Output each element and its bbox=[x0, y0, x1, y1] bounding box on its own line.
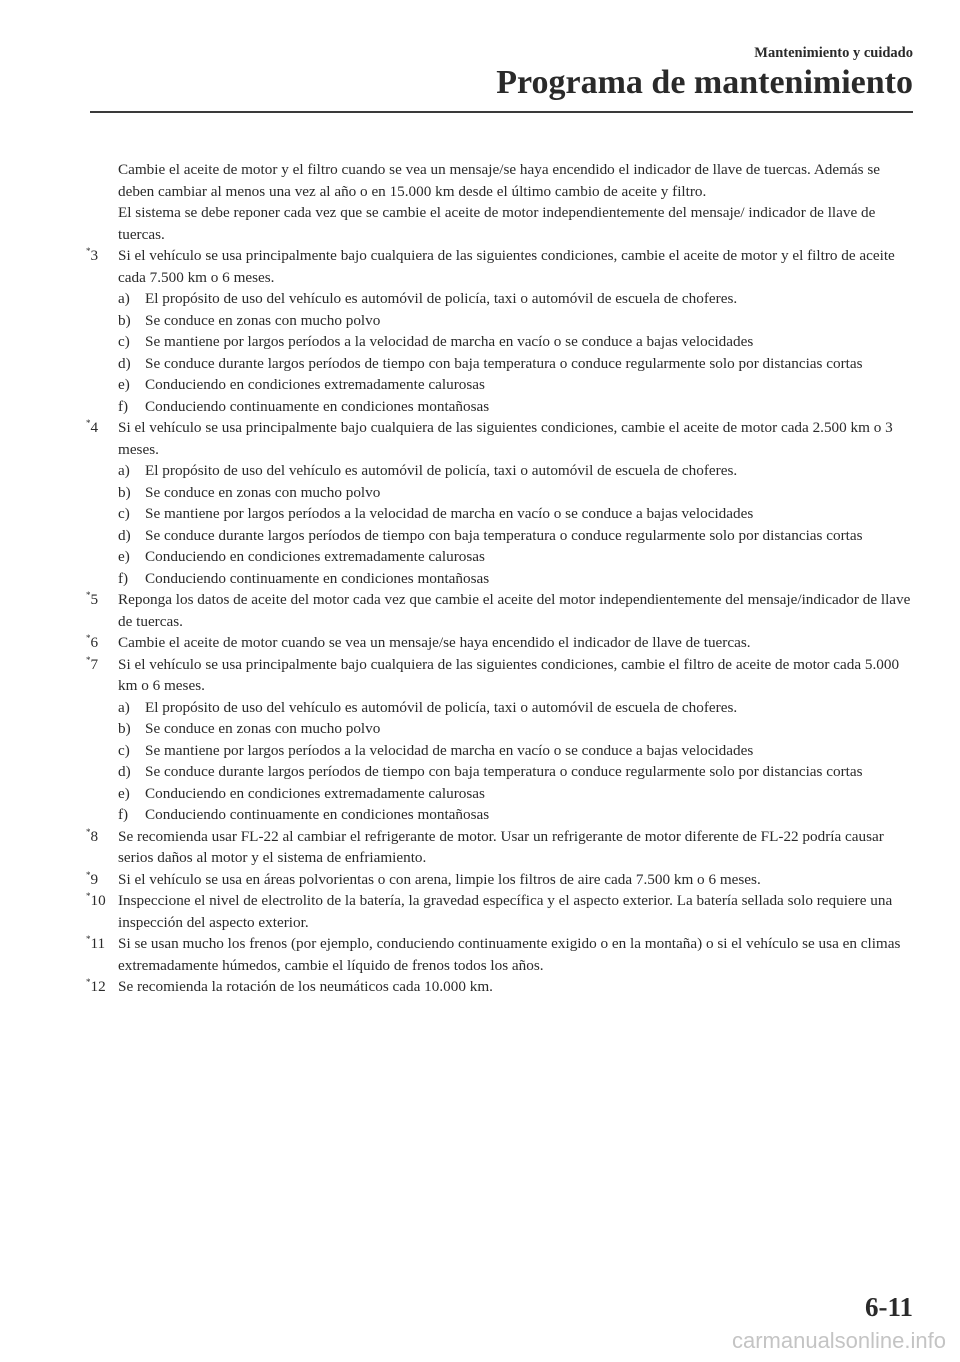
footnote-text: Cambie el aceite de motor cuando se vea un mensaje/se haya encendido el indicador de llave de tuercas. bbox=[118, 634, 751, 651]
condition-letter: b) bbox=[118, 483, 131, 501]
section-title: Mantenimiento y cuidado bbox=[754, 45, 913, 61]
condition-text: Conduciendo continuamente en condiciones montañosas bbox=[145, 806, 490, 823]
footnote-number bbox=[86, 632, 98, 654]
footnote-item bbox=[86, 890, 916, 933]
footnote-number-value: 11 bbox=[90, 935, 106, 952]
footnote-item bbox=[86, 933, 916, 976]
condition-text: Conduciendo en condiciones extremadamente calurosas bbox=[145, 376, 485, 393]
footnote-text: Inspeccione el nivel de electrolito de la batería, la gravedad específica y el aspecto exterior. La batería sellada solo requiere una inspección del aspecto exterior. bbox=[118, 892, 893, 931]
condition-text: Conduciendo continuamente en condiciones montañosas bbox=[145, 397, 490, 415]
condition-letter: a) bbox=[118, 698, 130, 716]
footnote-number bbox=[86, 890, 106, 912]
condition-item bbox=[86, 761, 916, 783]
condition-letter: a) bbox=[118, 290, 130, 307]
condition-item bbox=[86, 353, 916, 375]
condition-letter: d) bbox=[118, 763, 131, 780]
footnote-number-value: 10 bbox=[90, 892, 106, 909]
condition-text: El propósito de uso del vehículo es automóvil de policía, taxi o automóvil de escuela de choferes. bbox=[145, 290, 738, 307]
condition-item bbox=[86, 331, 916, 353]
condition-letter: d) bbox=[118, 354, 131, 372]
footnote-marker: * bbox=[86, 246, 91, 256]
condition-item bbox=[86, 546, 916, 568]
condition-item bbox=[86, 482, 916, 504]
condition-item bbox=[86, 783, 916, 805]
condition-text: Conduciendo en condiciones extremadamente calurosas bbox=[145, 784, 485, 802]
footnote-text: Si el vehículo se usa en áreas polvorientas o con arena, limpie los filtros de aire cada 7.500 km o 6 meses. bbox=[118, 870, 761, 888]
condition-letter: f) bbox=[118, 806, 129, 823]
footnote-text: Reponga los datos de aceite del motor cada vez que cambie el aceite del motor independientemente del mensaje/indicador de llave de tuercas. bbox=[118, 591, 911, 630]
footnote-marker: * bbox=[86, 826, 91, 837]
condition-letter: d) bbox=[118, 526, 131, 544]
footnote-number-value: 8 bbox=[90, 827, 99, 845]
condition-item bbox=[86, 396, 916, 418]
condition-text: El propósito de uso del vehículo es automóvil de policía, taxi o automóvil de escuela de choferes. bbox=[145, 698, 738, 716]
footnote-item bbox=[86, 826, 916, 869]
footnote-text: Si el vehículo se usa principalmente bajo cualquiera de las siguientes condiciones, cambie el filtro de aceite de motor cada 5.000 km o 6 meses. bbox=[118, 655, 900, 694]
condition-item bbox=[86, 525, 916, 547]
footnote-marker: * bbox=[86, 977, 91, 987]
condition-item bbox=[86, 310, 916, 332]
footnote-text: Se recomienda usar FL-22 al cambiar el refrigerante de motor. Usar un refrigerante de motor diferente de FL-22 podría causar serios daños al motor y el sistema de enfriamiento. bbox=[118, 827, 884, 866]
condition-text: Conduciendo continuamente en condiciones montañosas bbox=[145, 569, 490, 587]
footnote-number bbox=[86, 417, 98, 439]
condition-letter: a) bbox=[118, 462, 130, 479]
condition-letter: e) bbox=[118, 548, 130, 565]
condition-letter: f) bbox=[118, 569, 129, 587]
intro-paragraph: Cambie el aceite de motor y el filtro cuando se vea un mensaje/se haya encendido el indicador de llave de tuercas. Además se deben cambiar al menos una vez al año o en 15.000 km desde el último cambio de aceite y filtro. bbox=[118, 161, 881, 200]
condition-letter: c) bbox=[118, 505, 130, 522]
footnote-number-value: 12 bbox=[90, 978, 106, 995]
condition-letter: e) bbox=[118, 784, 130, 802]
condition-text: El propósito de uso del vehículo es automóvil de policía, taxi o automóvil de escuela de choferes. bbox=[145, 462, 738, 479]
watermark: carmanualsonline.info bbox=[731, 1328, 946, 1353]
footnote-text: Se recomienda la rotación de los neumáticos cada 10.000 km. bbox=[118, 978, 493, 995]
footnote-item bbox=[86, 417, 916, 460]
condition-letter: b) bbox=[118, 311, 131, 329]
footnote-item bbox=[86, 869, 916, 891]
condition-item bbox=[86, 740, 916, 762]
footnote-marker: * bbox=[86, 891, 91, 901]
condition-item bbox=[86, 460, 916, 482]
maintenance-notes bbox=[86, 159, 916, 998]
condition-text: Se conduce en zonas con mucho polvo bbox=[145, 311, 381, 329]
footnote-number bbox=[86, 976, 106, 998]
page-header bbox=[496, 44, 913, 103]
condition-text: Se mantiene por largos períodos a la velocidad de marcha en vacío o se conduce a bajas velocidades bbox=[145, 333, 754, 350]
footnote-number bbox=[86, 589, 98, 611]
footnote-number-value: 5 bbox=[90, 591, 99, 608]
condition-text: Se conduce durante largos períodos de tiempo con baja temperatura o conduce regularmente solo por distancias cortas bbox=[145, 763, 863, 780]
footnote-marker: * bbox=[86, 633, 91, 643]
condition-letter: c) bbox=[118, 333, 130, 350]
condition-letter: f) bbox=[118, 397, 129, 415]
footnote-number-value: 6 bbox=[90, 634, 99, 651]
footnote-number bbox=[86, 826, 98, 848]
condition-text: Se conduce durante largos períodos de tiempo con baja temperatura o conduce regularmente solo por distancias cortas bbox=[145, 526, 863, 544]
condition-item bbox=[86, 288, 916, 310]
footnote-marker: * bbox=[86, 654, 91, 665]
condition-text: Conduciendo en condiciones extremadamente calurosas bbox=[145, 548, 485, 565]
condition-text: Se mantiene por largos períodos a la velocidad de marcha en vacío o se conduce a bajas velocidades bbox=[145, 741, 754, 759]
condition-item bbox=[86, 718, 916, 740]
footnote-item bbox=[86, 632, 916, 654]
footnote-marker: * bbox=[86, 934, 91, 944]
condition-text: Se mantiene por largos períodos a la velocidad de marcha en vacío o se conduce a bajas velocidades bbox=[145, 505, 754, 522]
footnote-item bbox=[86, 589, 916, 632]
condition-letter: e) bbox=[118, 376, 130, 393]
footnote-text: Si se usan mucho los frenos (por ejemplo, conduciendo continuamente exigido o en la montaña) o si el vehículo se usa en climas extremadamente húmedos, cambie el líquido de frenos todos los años. bbox=[118, 935, 901, 974]
condition-item bbox=[86, 804, 916, 826]
footnote-item bbox=[86, 976, 916, 998]
footnote-number bbox=[86, 654, 98, 676]
footnote-item bbox=[86, 654, 916, 697]
footnote-text: Si el vehículo se usa principalmente bajo cualquiera de las siguientes condiciones, cambie el aceite de motor y el filtro de aceite cada 7.500 km o 6 meses. bbox=[118, 247, 895, 286]
condition-text: Se conduce durante largos períodos de tiempo con baja temperatura o conduce regularmente solo por distancias cortas bbox=[145, 354, 863, 372]
footnote-list bbox=[86, 245, 916, 998]
footnote-item bbox=[86, 245, 916, 288]
footnote-marker: * bbox=[86, 869, 91, 880]
condition-item bbox=[86, 697, 916, 719]
condition-text: Se conduce en zonas con mucho polvo bbox=[145, 483, 381, 501]
footnote-number-value: 7 bbox=[90, 655, 99, 673]
footnote-number bbox=[86, 933, 105, 955]
condition-item bbox=[86, 374, 916, 396]
page-number: 6-11 bbox=[864, 1292, 913, 1322]
page-title: Programa de mantenimiento bbox=[496, 64, 913, 101]
condition-item bbox=[86, 503, 916, 525]
footnote-number-value: 3 bbox=[90, 247, 99, 264]
footnote-number-value: 4 bbox=[90, 419, 99, 436]
footnote-number bbox=[86, 869, 98, 891]
footnote-marker: * bbox=[86, 590, 91, 600]
header-rule bbox=[90, 111, 913, 113]
condition-item bbox=[86, 568, 916, 590]
condition-letter: b) bbox=[118, 720, 131, 737]
condition-text: Se conduce en zonas con mucho polvo bbox=[145, 720, 381, 737]
footnote-marker: * bbox=[86, 418, 91, 428]
footnote-text: Si el vehículo se usa principalmente bajo cualquiera de las siguientes condiciones, cambie el aceite de motor cada 2.500 km o 3 meses. bbox=[118, 419, 893, 458]
footnote-number bbox=[86, 245, 98, 267]
footnote-number-value: 9 bbox=[90, 870, 99, 888]
intro-paragraph: El sistema se debe reponer cada vez que se cambie el aceite de motor independientemente del mensaje/ indicador de llave de tuercas. bbox=[118, 204, 876, 243]
condition-letter: c) bbox=[118, 741, 130, 759]
